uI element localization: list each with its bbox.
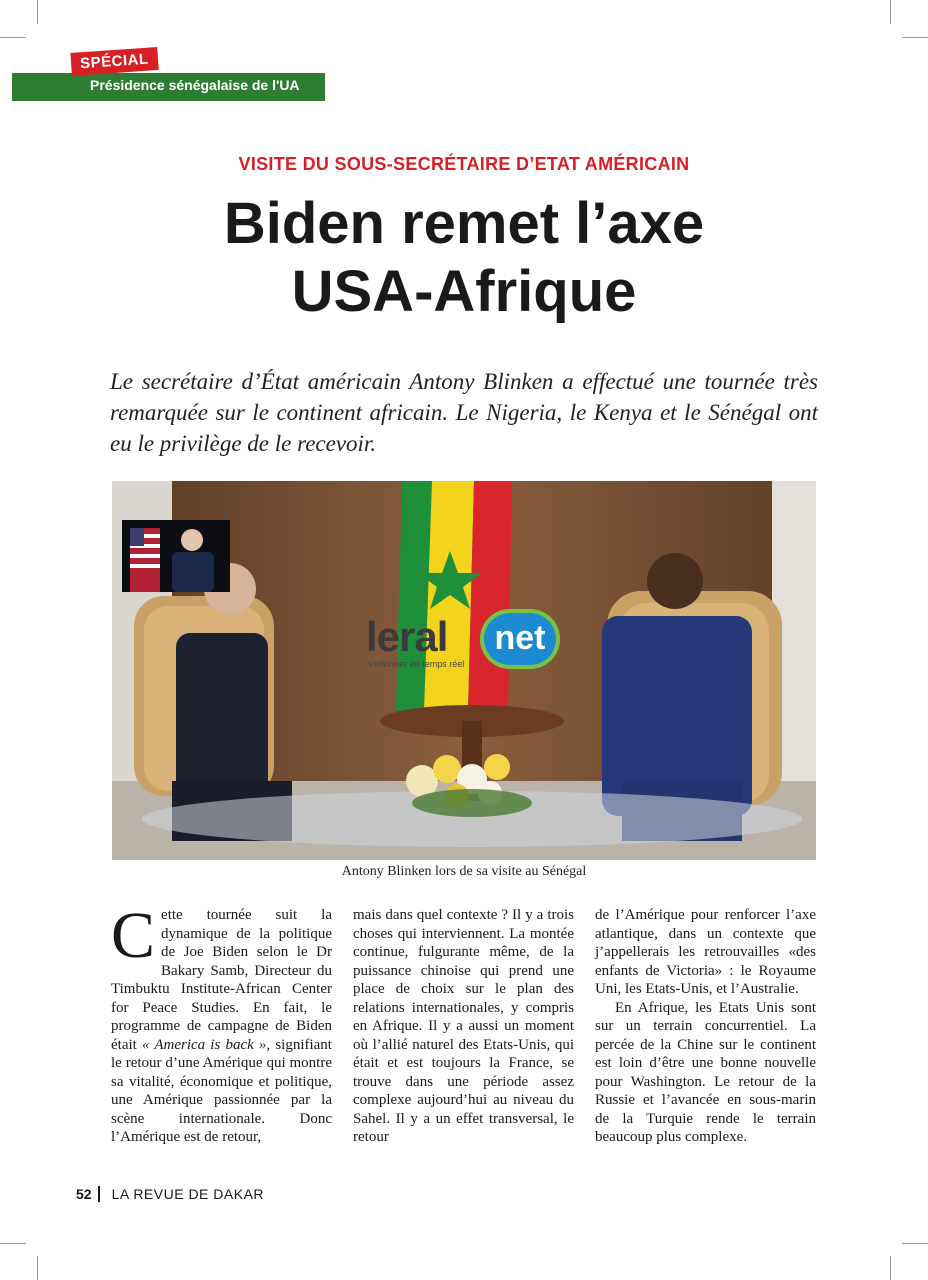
article-headline [0, 190, 928, 326]
article-lead: Le secrétaire d’État américain Antony Blinken a effectué une tournée très remarquée sur le continent africain. Le Nigeria, le Kenya et le Sénégal ont eu le privilège de le recevoir. [110, 369, 818, 456]
crop-mark [890, 0, 891, 24]
crop-mark [0, 37, 26, 38]
crop-mark [0, 1243, 26, 1244]
crop-mark [890, 1256, 891, 1280]
photo-caption: Antony Blinken lors de sa visite au Sénégal [341, 864, 587, 879]
section-label: Présidence sénégalaise de l'UA [90, 77, 300, 93]
article-kicker: VISITE DU SOUS-SECRÉTAIRE D’ETAT AMÉRICAIN [238, 154, 690, 174]
leral-net-watermark [366, 609, 566, 673]
column-1-quote: « America is back » [141, 1036, 267, 1053]
crop-mark [37, 1256, 38, 1280]
article-column-1 [111, 899, 332, 1147]
article-column-2 [353, 906, 574, 1147]
crop-mark [902, 1243, 928, 1244]
article-photo [112, 481, 816, 860]
column-3-paragraph-1: de l’Amérique pour renforcer l’axe atlantique, dans un contexte que j’appellerais les retrouvailles «des enfants de Victoria» : le Royaume Uni, les Etats-Unis, et l’Australie. [595, 907, 816, 997]
logo-tagline: s'informer en temps réel [368, 659, 465, 669]
article-column-3 [595, 906, 816, 1147]
page-footer [76, 1186, 264, 1202]
page-number: 52 [76, 1186, 92, 1202]
column-1-text-a: ette tournée suit la dynamique de la politique de Joe Biden selon le Dr Bakary Samb, Directeur du Timbuktu Institute-African Center for Peace Studies. En fait, le programme de campagne de Biden était [111, 907, 332, 1053]
footer-divider [98, 1186, 100, 1202]
special-tag: SPÉCIAL [70, 47, 158, 76]
column-3-paragraph-2: En Afrique, les Etats Unis sont sur un terrain concurrentiel. La percée de la Chine sur le continent est loin d’être une bonne nouvelle pour Washington. Le retour de la Russie et l’avancée en sous-marin de la Turquie rende le terrain beaucoup plus complexe. [595, 999, 816, 1145]
crop-mark [902, 37, 928, 38]
publication-name: LA REVUE DE DAKAR [111, 1186, 265, 1202]
logo-word: leral [366, 613, 448, 660]
headline-line-1: Biden remet l’axe [223, 191, 705, 256]
crop-mark [37, 0, 38, 24]
column-1-paragraph [111, 899, 332, 1147]
headline-line-2: USA-Afrique [291, 259, 637, 324]
column-2-paragraph: mais dans quel contexte ? Il y a trois choses qui interviennent. La montée continue, fulgurante même, de la puissance chinoise qui prend une place de choix sur le plan des relations internationales, y compris en Afrique. Il y a aussi un moment où l’allié naturel des Etats-Unis, qui était et est toujours la France, se trouve dans une période assez complexe aujourd’hui au niveau du Sahel. Il y a un effet transversal, le retour [353, 907, 574, 1145]
section-banner-bar [12, 73, 325, 101]
column-1-text-b: , signifiant le retour d’une Amérique qui montre sa vitalité, économique et politique, une Amérique passionnée par la scène internationale. Donc l’Amérique est de retour, [111, 1036, 332, 1145]
inset-illustration [122, 520, 230, 592]
drop-cap: C [111, 899, 156, 972]
logo-net-badge: net [480, 609, 560, 669]
biden-inset-photo [122, 520, 230, 592]
